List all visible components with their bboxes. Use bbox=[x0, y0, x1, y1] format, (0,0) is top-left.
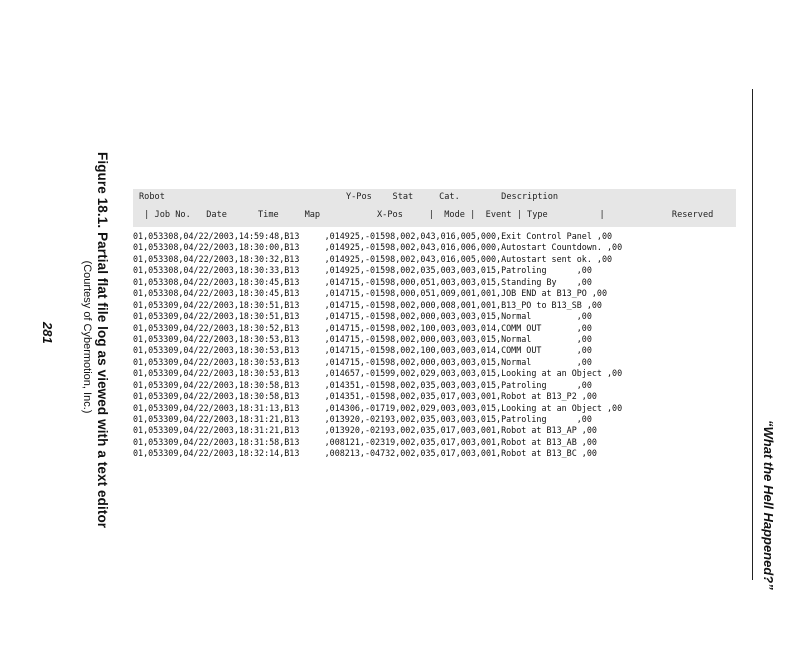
log-row-reserved: ,00 bbox=[607, 402, 623, 413]
log-row-data: ,014715,-01598,000,051,003,003,015,Standing By bbox=[324, 276, 557, 287]
log-row bbox=[133, 357, 622, 368]
log-row-data: ,014657,-01599,002,029,003,003,015,Looking at an Object bbox=[324, 368, 602, 379]
log-row bbox=[133, 345, 622, 356]
log-row-data: ,014925,-01598,002,043,016,006,000,Autostart Countdown. bbox=[324, 242, 602, 253]
log-row-data: ,014715,-01598,002,000,003,003,015,Normal bbox=[324, 311, 532, 322]
log-row-prefix: 01,053309,04/22/2003,18:30:53,B13 bbox=[133, 368, 300, 379]
log-row-reserved: ,00 bbox=[596, 253, 613, 264]
log-row-reserved: ,00 bbox=[581, 391, 597, 402]
log-row-data: ,014306,-01719,002,029,003,003,015,Looking at an Object bbox=[324, 402, 602, 413]
log-row-prefix: 01,053309,04/22/2003,18:30:53,B13 bbox=[133, 333, 300, 344]
log-row-reserved: ,00 bbox=[576, 333, 592, 344]
log-header-line-1: Robot Y-Pos Stat Cat. Description bbox=[139, 192, 559, 202]
log-row-data: ,014715,-01598,002,000,003,003,015,Normal bbox=[324, 333, 532, 344]
log-listing bbox=[133, 231, 622, 460]
log-row-reserved: ,00 bbox=[581, 425, 597, 436]
running-head: “What the Hell Happened?” bbox=[761, 420, 776, 590]
log-row-data: ,014715,-01598,002,000,008,001,001,B13_PO to B13_SB bbox=[324, 299, 582, 310]
log-row-data: ,013920,-02193,002,035,017,003,001,Robot at B13_AP bbox=[324, 425, 577, 436]
log-row bbox=[133, 277, 622, 288]
log-row-prefix: 01,053309,04/22/2003,18:31:21,B13 bbox=[133, 414, 300, 424]
log-row-prefix: 01,053309,04/22/2003,18:31:21,B13 bbox=[133, 425, 300, 436]
log-row-data: ,014715,-01598,000,051,009,001,001,JOB END at B13_PO bbox=[324, 288, 587, 299]
log-row bbox=[133, 254, 622, 265]
log-row-prefix: 01,053309,04/22/2003,18:30:53,B13 bbox=[133, 356, 300, 367]
log-row bbox=[133, 242, 622, 253]
log-row-prefix: 01,053309,04/22/2003,18:30:51,B13 bbox=[133, 299, 300, 310]
log-row-reserved: ,00 bbox=[607, 242, 623, 253]
figure-credit: (Courtesy of Cybermotion, Inc.) bbox=[81, 260, 93, 414]
log-row-data: ,014351,-01598,002,035,003,003,015,Patroling bbox=[324, 379, 547, 390]
log-row-reserved: ,00 bbox=[576, 356, 592, 367]
log-row-prefix: 01,053309,04/22/2003,18:30:51,B13 bbox=[133, 311, 300, 322]
log-row-reserved: ,00 bbox=[576, 265, 592, 276]
log-row-reserved: ,00 bbox=[591, 288, 608, 299]
log-row bbox=[133, 448, 622, 459]
log-row bbox=[133, 265, 622, 276]
log-row-data: ,008213,-04732,002,035,017,003,001,Robot at B13_BC bbox=[324, 448, 577, 459]
figure-title: Figure 18.1. Partial flat file log as viewed with a text editor bbox=[95, 152, 110, 529]
figure-caption bbox=[81, 152, 110, 529]
log-row bbox=[133, 414, 622, 425]
log-row-data: ,008121,-02319,002,035,017,003,001,Robot at B13_AB bbox=[324, 436, 577, 447]
log-row bbox=[133, 231, 622, 242]
log-row-prefix: 01,053309,04/22/2003,18:30:53,B13 bbox=[133, 345, 300, 356]
page-number: 281 bbox=[40, 322, 55, 344]
log-row-prefix: 01,053308,04/22/2003,18:30:45,B13 bbox=[133, 288, 300, 299]
log-row-reserved: ,00 bbox=[576, 345, 592, 356]
log-row-prefix: 01,053309,04/22/2003,18:30:58,B13 bbox=[133, 391, 300, 402]
log-row-data: ,014351,-01598,002,035,017,003,001,Robot at B13_P2 bbox=[324, 391, 577, 402]
log-row-reserved: ,00 bbox=[576, 414, 592, 424]
log-row-data: ,014925,-01598,002,043,016,005,000,Exit Control Panel bbox=[324, 231, 592, 241]
log-row-data: ,013920,-02193,002,035,003,003,015,Patroling bbox=[324, 414, 547, 424]
log-row-data: ,014715,-01598,002,000,003,003,015,Normal bbox=[324, 356, 532, 367]
log-row-data: ,014715,-01598,002,100,003,003,014,COMM OUT bbox=[324, 345, 542, 356]
log-row-prefix: 01,053309,04/22/2003,18:31:58,B13 bbox=[133, 436, 300, 447]
log-row-data: ,014925,-01598,002,035,003,003,015,Patroling bbox=[324, 265, 547, 276]
log-row-reserved: ,00 bbox=[576, 379, 592, 390]
log-row-reserved: ,00 bbox=[586, 299, 602, 310]
log-row-prefix: 01,053308,04/22/2003,18:30:33,B13 bbox=[133, 265, 300, 276]
log-row-prefix: 01,053308,04/22/2003,14:59:48,B13 bbox=[133, 231, 300, 241]
log-row-prefix: 01,053309,04/22/2003,18:30:52,B13 bbox=[133, 322, 300, 333]
log-row bbox=[133, 403, 622, 414]
log-row bbox=[133, 425, 622, 436]
log-row bbox=[133, 288, 622, 299]
log-row bbox=[133, 380, 622, 391]
log-header-line-2: | Job No. Date Time Map X-Pos | Mode | Event | Type | Reserved bbox=[139, 210, 714, 220]
log-row bbox=[133, 300, 622, 311]
log-row-data: ,014715,-01598,002,100,003,003,014,COMM OUT bbox=[324, 322, 542, 333]
log-row bbox=[133, 391, 622, 402]
log-row-reserved: ,00 bbox=[581, 436, 597, 447]
log-row-prefix: 01,053308,04/22/2003,18:30:32,B13 bbox=[133, 253, 300, 264]
log-row-reserved: ,00 bbox=[581, 448, 597, 459]
log-row bbox=[133, 437, 622, 448]
log-row-reserved: ,00 bbox=[576, 322, 592, 333]
log-row bbox=[133, 334, 622, 345]
log-row bbox=[133, 368, 622, 379]
log-row-prefix: 01,053309,04/22/2003,18:30:58,B13 bbox=[133, 379, 300, 390]
log-row bbox=[133, 311, 622, 322]
log-row-prefix: 01,053308,04/22/2003,18:30:45,B13 bbox=[133, 276, 300, 287]
log-row-prefix: 01,053308,04/22/2003,18:30:00,B13 bbox=[133, 242, 300, 253]
log-row bbox=[133, 323, 622, 334]
margin-rule bbox=[752, 89, 753, 580]
log-row-reserved: ,00 bbox=[607, 368, 623, 379]
log-row-prefix: 01,053309,04/22/2003,18:32:14,B13 bbox=[133, 448, 300, 459]
log-row-prefix: 01,053309,04/22/2003,18:31:13,B13 bbox=[133, 402, 300, 413]
log-row-reserved: ,00 bbox=[596, 231, 613, 241]
log-row-data: ,014925,-01598,002,043,016,005,000,Autostart sent ok. bbox=[324, 253, 592, 264]
log-row-reserved: ,00 bbox=[576, 311, 592, 322]
log-row-reserved: ,00 bbox=[576, 276, 592, 287]
